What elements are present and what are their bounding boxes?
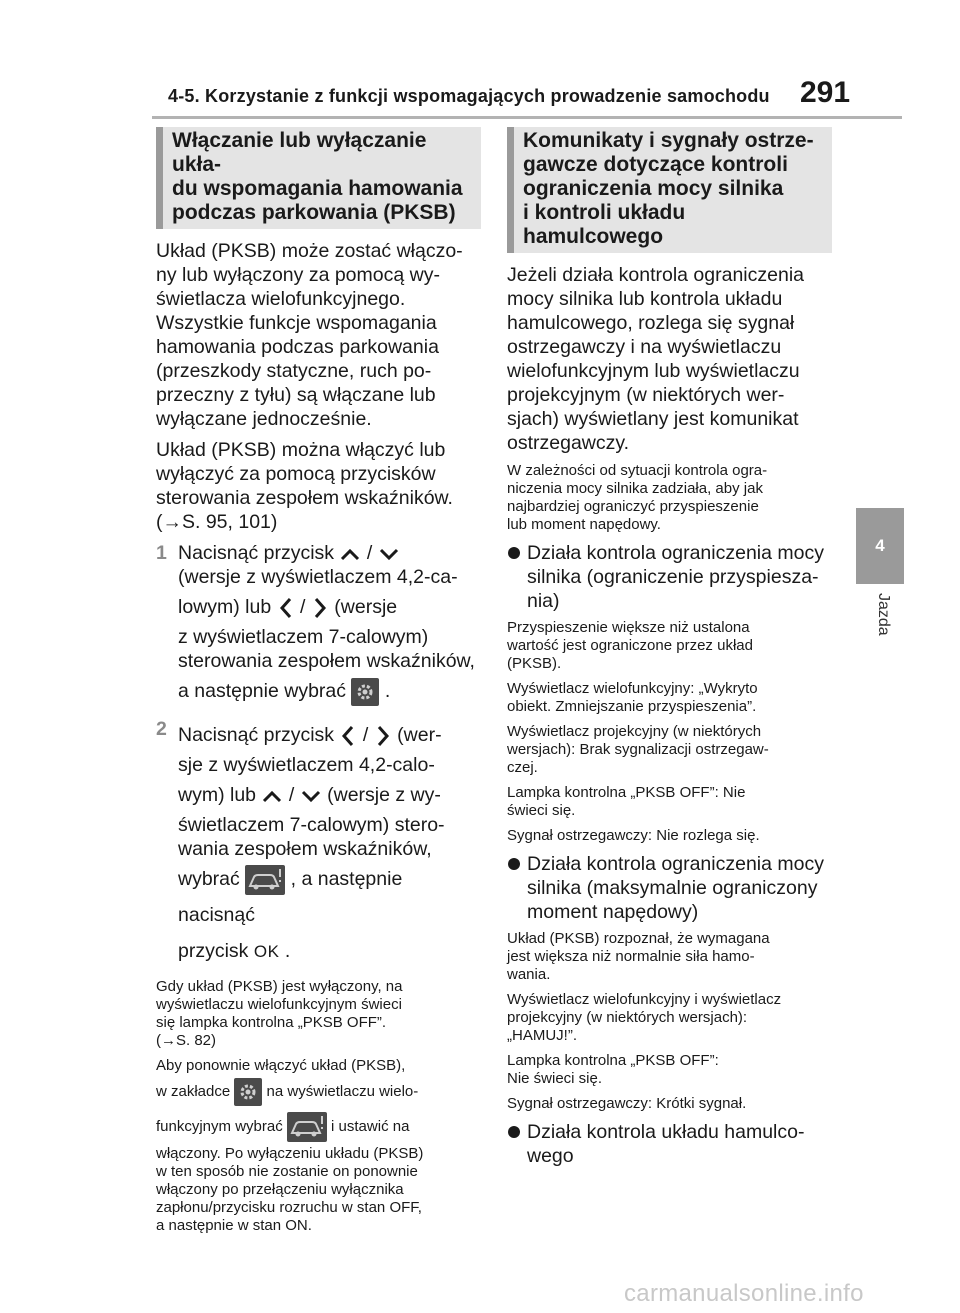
chevron-up-icon bbox=[339, 547, 361, 561]
step-1 bbox=[156, 541, 481, 709]
text-line: „HAMUJ!”. bbox=[507, 1027, 577, 1044]
right-column bbox=[507, 127, 832, 1174]
text-line: sterowania zespołem wskaźników. bbox=[156, 487, 453, 509]
page-header-title: 4-5. Korzystanie z funkcji wspomagających prowadzenie samochodu bbox=[168, 86, 770, 106]
paragraph-intro bbox=[156, 239, 481, 431]
section-title-line: i kontroli układu hamulcowego bbox=[523, 201, 686, 248]
text-line: silnika (maksymalnie ograniczony bbox=[527, 877, 818, 899]
text-line: Jeżeli działa kontrola ograniczenia bbox=[507, 264, 805, 286]
text-line: sjach) wyświetlany jest komunikat bbox=[507, 408, 799, 430]
text-line: wersjach): Brak sygnalizacji ostrzegaw- bbox=[507, 741, 769, 758]
text-line bbox=[178, 673, 481, 709]
text-line: Wyświetlacz projekcyjny (w niektórych bbox=[507, 723, 762, 740]
text-line: (PKSB). bbox=[507, 655, 562, 672]
text-fragment: Nacisnąć przycisk bbox=[178, 724, 335, 746]
text-line: hamulcowego, rozlega się sygnał bbox=[507, 312, 795, 334]
text-line: ostrzegawczy i na wyświetlaczu bbox=[507, 336, 782, 358]
text-fragment: przycisk bbox=[178, 940, 249, 962]
text-fragment: . bbox=[284, 940, 291, 962]
text-fragment: , a następnie nacisnąć bbox=[178, 868, 403, 926]
text-line: Działa kontrola ograniczenia mocy bbox=[527, 853, 824, 875]
chevron-down-icon bbox=[300, 789, 322, 803]
text-fragment: (wer- bbox=[397, 724, 442, 746]
text-line: (przeszkody statyczne, ruch po- bbox=[156, 360, 432, 382]
text-line: wyłączane jednocześnie. bbox=[156, 408, 372, 430]
car-warning-icon bbox=[245, 865, 285, 895]
text-fragment: (wersje z wy- bbox=[327, 784, 441, 806]
text-fragment: funkcyjnym wybrać bbox=[156, 1117, 283, 1135]
text-line: przeczny z tyłu) są włączane lub bbox=[156, 384, 436, 406]
chevron-right-icon bbox=[374, 724, 392, 748]
text-line: zapłonu/przycisku rozruchu w stan OFF, bbox=[156, 1198, 422, 1216]
text-line: Przyspieszenie większe niż ustalona bbox=[507, 619, 750, 636]
section-title-line: Komunikaty i sygnały ostrze- bbox=[523, 129, 814, 152]
text-fragment: / bbox=[288, 784, 295, 806]
gear-icon bbox=[351, 678, 379, 706]
text-line: projekcyjnym (w niektórych wer- bbox=[507, 384, 785, 406]
text-line: Lampka kontrolna „PKSB OFF”: bbox=[507, 1052, 719, 1069]
step-number: 1 bbox=[156, 542, 167, 564]
text-line bbox=[178, 861, 481, 933]
text-line: Układ (PKSB) można włączyć lub bbox=[156, 439, 446, 461]
text-line: wyświetlaczu wielofunkcyjnym świeci bbox=[156, 995, 402, 1013]
text-line: Układ (PKSB) rozpoznał, że wymagana bbox=[507, 930, 770, 947]
text-line: jest większa niż normalnie siła hamo- bbox=[507, 948, 755, 965]
text-line: z wyświetlaczem 7-calowym) bbox=[178, 626, 429, 648]
text-line: Nie świeci się. bbox=[507, 1070, 603, 1087]
text-fragment: . bbox=[384, 680, 391, 702]
text-line: sje z wyświetlaczem 4,2-calo- bbox=[178, 754, 435, 776]
left-column bbox=[156, 127, 481, 1242]
text-line: Sygnał ostrzegawczy: Nie rozlega się. bbox=[507, 827, 760, 844]
text-line: świetlaczem 7-calowym) stero- bbox=[178, 814, 445, 836]
note-item bbox=[507, 1095, 832, 1113]
text-fragment: lowym) lub bbox=[178, 596, 272, 618]
text-line bbox=[178, 541, 481, 565]
note-limitation bbox=[507, 462, 832, 534]
text-line: hamowania podczas parkowania bbox=[156, 336, 439, 358]
page-number: 291 bbox=[800, 76, 851, 109]
text-fragment: / bbox=[366, 542, 373, 564]
text-line: Działa kontrola układu hamulco- bbox=[527, 1121, 805, 1143]
text-fragment: i ustawić na bbox=[331, 1117, 410, 1135]
paragraph-buttons bbox=[156, 438, 481, 534]
text-fragment: wym) lub bbox=[178, 784, 257, 806]
car-warning-icon bbox=[287, 1112, 327, 1142]
watermark-text: carmanualsonline.info bbox=[624, 1280, 864, 1307]
note-pksb-off bbox=[156, 978, 481, 1050]
text-line: ny lub wyłączony za pomocą wy- bbox=[156, 264, 440, 286]
section-title-line: podczas parkowania (PKSB) bbox=[172, 201, 456, 224]
section-title-pksb bbox=[156, 127, 481, 229]
section-title-line: ograniczenia mocy silnika bbox=[523, 177, 784, 200]
text-line: wania. bbox=[507, 966, 551, 983]
text-fragment: na wyświetlaczu wielo- bbox=[266, 1082, 419, 1100]
text-line bbox=[156, 1075, 481, 1109]
text-line: moment napędowy) bbox=[527, 901, 699, 923]
chevron-up-icon bbox=[261, 789, 283, 803]
text-line: wego bbox=[527, 1145, 574, 1167]
text-line: wyłączyć za pomocą przycisków bbox=[156, 463, 436, 485]
text-line: wartość jest ograniczone przez układ bbox=[507, 637, 753, 654]
note-item bbox=[507, 827, 832, 845]
text-fragment: a następnie wybrać bbox=[178, 680, 347, 702]
text-line: Wyświetlacz wielofunkcyjny: „Wykryto bbox=[507, 680, 758, 697]
text-line: Aby ponownie włączyć układ (PKSB), bbox=[156, 1056, 406, 1074]
text-line bbox=[178, 777, 481, 813]
chapter-tab: 4 bbox=[856, 508, 904, 584]
text-line: się lampka kontrolna „PKSB OFF”. bbox=[156, 1013, 387, 1031]
text-line: obiekt. Zmniejszanie przyspieszenia”. bbox=[507, 698, 757, 715]
text-fragment: w zakładce bbox=[156, 1082, 231, 1100]
bullet-acceleration-limit bbox=[507, 541, 832, 613]
chevron-left-icon bbox=[277, 596, 295, 620]
text-fragment: wybrać bbox=[178, 868, 240, 890]
gear-icon bbox=[234, 1078, 262, 1106]
text-line: Lampka kontrolna „PKSB OFF”: Nie bbox=[507, 784, 746, 801]
text-line: silnika (ograniczenie przyspiesza- bbox=[527, 566, 819, 588]
section-title-line: du wspomagania hamowania bbox=[172, 177, 463, 200]
note-reenable bbox=[156, 1057, 481, 1235]
note-item bbox=[507, 991, 832, 1045]
chevron-left-icon bbox=[339, 724, 357, 748]
text-line: sterowania zespołem wskaźników, bbox=[178, 650, 475, 672]
note-item bbox=[507, 930, 832, 984]
text-line bbox=[178, 933, 481, 970]
text-line: projekcyjny (w niektórych wersjach): bbox=[507, 1009, 748, 1026]
text-line: niczenia mocy silnika zadziała, aby jak bbox=[507, 480, 763, 497]
text-line: mocy silnika lub kontrola układu bbox=[507, 288, 783, 310]
text-line: Gdy układ (PKSB) jest wyłączony, na bbox=[156, 977, 403, 995]
text-line: (wersje z wyświetlaczem 4,2-ca- bbox=[178, 566, 458, 588]
note-item bbox=[507, 1052, 832, 1088]
step-number: 2 bbox=[156, 718, 167, 740]
text-line: Układ (PKSB) może zostać włączo- bbox=[156, 240, 463, 262]
text-line: czej. bbox=[507, 759, 538, 776]
text-line: Sygnał ostrzegawczy: Krótki sygnał. bbox=[507, 1095, 747, 1112]
text-line: świeci się. bbox=[507, 802, 576, 819]
ok-button-label: OK bbox=[253, 941, 280, 961]
text-line: (→S. 82) bbox=[156, 1031, 217, 1049]
text-line: Wyświetlacz wielofunkcyjny i wyświetlacz bbox=[507, 991, 782, 1008]
text-fragment: / bbox=[362, 724, 369, 746]
text-line: W zależności od sytuacji kontrola ogra- bbox=[507, 462, 768, 479]
text-line: wielofunkcyjnym lub wyświetlaczu bbox=[507, 360, 800, 382]
text-line: włączony po przełączeniu wyłącznika bbox=[156, 1180, 404, 1198]
paragraph-warnings-intro bbox=[507, 263, 832, 455]
note-item bbox=[507, 619, 832, 673]
text-line: w ten sposób nie zostanie on ponownie bbox=[156, 1162, 418, 1180]
chevron-down-icon bbox=[378, 547, 400, 561]
note-item bbox=[507, 723, 832, 777]
text-line: świetlacza wielofunkcyjnego. bbox=[156, 288, 406, 310]
section-title-warnings bbox=[507, 127, 832, 253]
chapter-label: Jazda bbox=[875, 593, 892, 636]
text-line: nia) bbox=[527, 590, 560, 612]
text-line: Wszystkie funkcje wspomagania bbox=[156, 312, 437, 334]
text-line: a następnie w stan ON. bbox=[156, 1216, 312, 1234]
text-fragment: Nacisnąć przycisk bbox=[178, 542, 335, 564]
text-line bbox=[178, 717, 481, 753]
text-line bbox=[156, 1109, 481, 1145]
step-2 bbox=[156, 717, 481, 970]
text-line bbox=[178, 589, 481, 625]
bullet-brake-control bbox=[507, 1120, 832, 1168]
text-line: ostrzegawczy. bbox=[507, 432, 630, 454]
text-line: wania zespołem wskaźników, bbox=[178, 838, 432, 860]
header-rule bbox=[152, 116, 902, 119]
text-line: (→S. 95, 101) bbox=[156, 511, 278, 533]
bullet-torque-limit bbox=[507, 852, 832, 924]
section-title-line: Włączanie lub wyłączanie ukła- bbox=[172, 129, 427, 176]
text-fragment: / bbox=[300, 596, 306, 618]
chevron-right-icon bbox=[311, 596, 329, 620]
text-line: Działa kontrola ograniczenia mocy bbox=[527, 542, 824, 564]
text-line: włączony. Po wyłączeniu układu (PKSB) bbox=[156, 1144, 424, 1162]
note-item bbox=[507, 784, 832, 820]
text-fragment: (wersje bbox=[334, 596, 398, 618]
note-item bbox=[507, 680, 832, 716]
text-line: lub moment napędowy. bbox=[507, 516, 661, 533]
text-line: najbardziej ograniczyć przyspieszenie bbox=[507, 498, 759, 515]
section-title-line: gawcze dotyczące kontroli bbox=[523, 153, 788, 176]
